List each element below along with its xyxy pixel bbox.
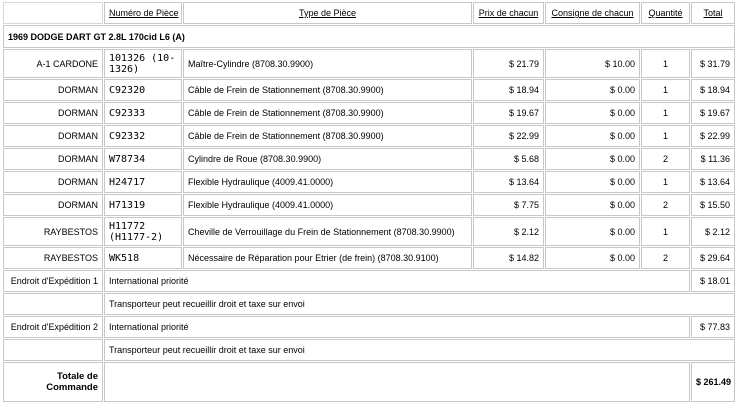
item-price: $ 5.68 xyxy=(473,148,544,170)
order-total-amount: $ 261.49 xyxy=(691,362,735,402)
item-part-number: WK518 xyxy=(104,247,182,269)
vehicle-title: 1969 DODGE DART GT 2.8L 170cid L6 (A) xyxy=(3,25,735,48)
item-quantity: 2 xyxy=(641,247,690,269)
shipping-note-blank xyxy=(3,339,103,361)
order-total-blank xyxy=(104,362,690,402)
table-row xyxy=(3,148,735,170)
vehicle-row xyxy=(3,25,735,48)
item-part-number: C92332 xyxy=(104,125,182,147)
item-price: $ 22.99 xyxy=(473,125,544,147)
item-total: $ 22.99 xyxy=(691,125,735,147)
header-unit-price[interactable]: Prix de chacun xyxy=(473,2,544,24)
item-quantity: 1 xyxy=(641,171,690,193)
shipping-note-row xyxy=(3,339,735,361)
item-quantity: 1 xyxy=(641,217,690,246)
shipping-location-label: Endroit d'Expédition 1 xyxy=(3,270,103,292)
item-total: $ 29.64 xyxy=(691,247,735,269)
item-price: $ 19.67 xyxy=(473,102,544,124)
item-brand: RAYBESTOS xyxy=(3,217,103,246)
item-quantity: 2 xyxy=(641,148,690,170)
item-deposit: $ 0.00 xyxy=(545,79,640,101)
item-deposit: $ 0.00 xyxy=(545,247,640,269)
header-row xyxy=(3,2,735,24)
header-total[interactable]: Total xyxy=(691,2,735,24)
item-brand: DORMAN xyxy=(3,194,103,216)
header-blank xyxy=(3,2,103,24)
table-row xyxy=(3,102,735,124)
item-part-type: Câble de Frein de Stationnement (8708.30.9900) xyxy=(183,102,472,124)
order-total-label: Totale de Commande xyxy=(3,362,103,402)
item-brand: A-1 CARDONE xyxy=(3,49,103,78)
item-total: $ 18.94 xyxy=(691,79,735,101)
item-part-type: Flexible Hydraulique (4009.41.0000) xyxy=(183,171,472,193)
shipping-note-blank xyxy=(3,293,103,315)
item-total: $ 15.50 xyxy=(691,194,735,216)
item-deposit: $ 0.00 xyxy=(545,194,640,216)
item-part-number: H24717 xyxy=(104,171,182,193)
item-price: $ 7.75 xyxy=(473,194,544,216)
shipping-note: Transporteur peut recueillir droit et taxe sur envoi xyxy=(104,293,735,315)
item-price: $ 14.82 xyxy=(473,247,544,269)
item-brand: DORMAN xyxy=(3,79,103,101)
item-part-type: Nécessaire de Réparation pour Etrier (de frein) (8708.30.9100) xyxy=(183,247,472,269)
shipping-note: Transporteur peut recueillir droit et taxe sur envoi xyxy=(104,339,735,361)
item-quantity: 1 xyxy=(641,125,690,147)
item-part-type: Câble de Frein de Stationnement (8708.30.9900) xyxy=(183,79,472,101)
item-part-number: C92320 xyxy=(104,79,182,101)
item-deposit: $ 0.00 xyxy=(545,102,640,124)
item-part-type: Câble de Frein de Stationnement (8708.30.9900) xyxy=(183,125,472,147)
shipping-row xyxy=(3,316,735,338)
shipping-row xyxy=(3,270,735,292)
header-part-type[interactable]: Type de Pièce xyxy=(183,2,472,24)
item-total: $ 31.79 xyxy=(691,49,735,78)
table-row xyxy=(3,171,735,193)
table-row xyxy=(3,217,735,246)
item-part-type: Maître-Cylindre (8708.30.9900) xyxy=(183,49,472,78)
shipping-location-label: Endroit d'Expédition 2 xyxy=(3,316,103,338)
item-quantity: 1 xyxy=(641,79,690,101)
table-row xyxy=(3,79,735,101)
header-deposit[interactable]: Consigne de chacun xyxy=(545,2,640,24)
header-part-number[interactable]: Numéro de Pièce xyxy=(104,2,182,24)
item-total: $ 19.67 xyxy=(691,102,735,124)
item-total: $ 13.64 xyxy=(691,171,735,193)
table-row xyxy=(3,125,735,147)
table-row xyxy=(3,49,735,78)
item-deposit: $ 0.00 xyxy=(545,125,640,147)
table-row xyxy=(3,194,735,216)
shipping-amount: $ 77.83 xyxy=(691,316,735,338)
shipping-amount: $ 18.01 xyxy=(691,270,735,292)
item-deposit: $ 0.00 xyxy=(545,171,640,193)
item-total: $ 11.36 xyxy=(691,148,735,170)
item-part-number: H11772 (H1177-2) xyxy=(104,217,182,246)
item-deposit: $ 0.00 xyxy=(545,217,640,246)
item-total: $ 2.12 xyxy=(691,217,735,246)
item-quantity: 1 xyxy=(641,49,690,78)
item-price: $ 18.94 xyxy=(473,79,544,101)
item-part-type: Cheville de Verrouillage du Frein de Stationnement (8708.30.9900) xyxy=(183,217,472,246)
item-deposit: $ 10.00 xyxy=(545,49,640,78)
item-brand: RAYBESTOS xyxy=(3,247,103,269)
order-total-row xyxy=(3,362,735,402)
item-price: $ 2.12 xyxy=(473,217,544,246)
item-part-number: W78734 xyxy=(104,148,182,170)
item-quantity: 2 xyxy=(641,194,690,216)
item-quantity: 1 xyxy=(641,102,690,124)
item-part-type: Cylindre de Roue (8708.30.9900) xyxy=(183,148,472,170)
item-deposit: $ 0.00 xyxy=(545,148,640,170)
item-price: $ 21.79 xyxy=(473,49,544,78)
shipping-method: International priorité xyxy=(104,316,690,338)
header-quantity[interactable]: Quantité xyxy=(641,2,690,24)
item-part-number: C92333 xyxy=(104,102,182,124)
item-brand: DORMAN xyxy=(3,171,103,193)
shipping-note-row xyxy=(3,293,735,315)
item-price: $ 13.64 xyxy=(473,171,544,193)
shipping-method: International priorité xyxy=(104,270,690,292)
item-brand: DORMAN xyxy=(3,125,103,147)
item-part-number: H71319 xyxy=(104,194,182,216)
order-table xyxy=(2,1,736,403)
item-brand: DORMAN xyxy=(3,148,103,170)
item-part-number: 101326 (10-1326) xyxy=(104,49,182,78)
item-part-type: Flexible Hydraulique (4009.41.0000) xyxy=(183,194,472,216)
item-brand: DORMAN xyxy=(3,102,103,124)
table-row xyxy=(3,247,735,269)
